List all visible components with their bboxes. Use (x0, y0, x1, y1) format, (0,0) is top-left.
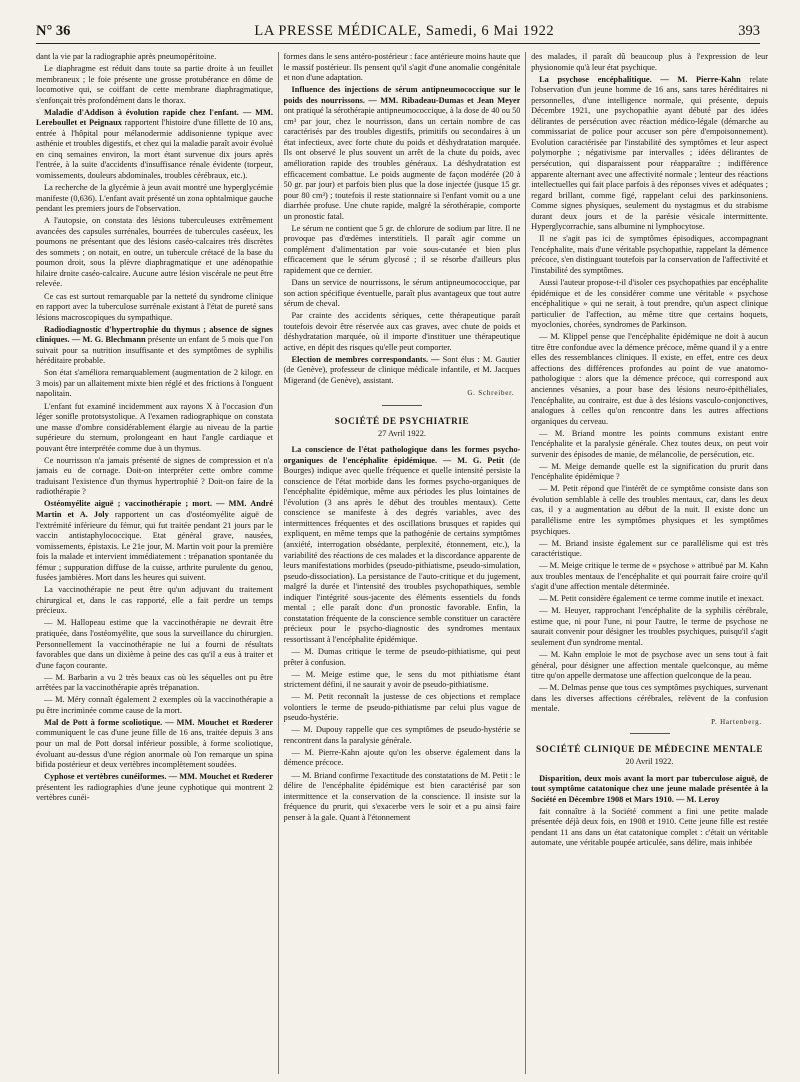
section-title: SOCIÉTÉ DE PSYCHIATRIE (334, 416, 470, 426)
article-heading: Influence des injections de sérum antipneumococcique sur le poids des nourrissons. — MM. Ribadeau-Dumas et Jean Meyer (283, 85, 521, 105)
divider (382, 405, 422, 406)
column-1 (36, 52, 273, 1074)
paragraph: Maladie d'Addison à évolution rapide chez l'enfant. — MM. Lereboullet et Peignaux rapportent l'histoire d'une fillette de 10 ans, entrée à l'hôpital pour mélanodermie addisonienne typique avec asthénie et troubles digestifs, et chez qui la maladie paraît avoir évolué en cinq semaines environ, la mort étant survenue dix jours après l'entrée, à la suite d'accidents d'insuffisance rénale évidente (torpeur, vomissements, douleurs abdominales, troubles cérébraux, etc.). (36, 107, 273, 181)
paragraph: Election de membres correspondants. — Sont élus : M. Gautier (de Genève), professeur de clinique médicale infantile, et M. Jacques Migerand (de Genève), assistant. (283, 354, 521, 385)
article-heading: La conscience de l'état pathologique dans les formes psycho-organiques de l'encéphalite épidémique. — M. G. Petit (283, 445, 521, 465)
article-heading: Mal de Pott à forme scoliotique. — MM. Mouchet et Rœderer (44, 717, 273, 727)
paragraph: — M. Meige demande quelle est la signification du prurit dans l'encéphalite épidémique ? (531, 461, 768, 482)
paragraph: Son état s'améliora remarquablement (augmentation de 2 kilogr. en 3 mois) par un allaitement mixte bien réglé et des frictions à l'onguent napolitain. (36, 368, 273, 399)
paragraph: fait connaître à la Société comment a fini une petite malade présentée déjà deux fois, en 1908 et 1910. Cette jeune fille est restée pendant 11 ans dans un état catatonique complet : c'était un véritable automate, une véritable poupée articulée, sans délire, mais inhibée (531, 806, 768, 848)
article-heading: La psychose encéphalitique. — M. Pierre-Kahn (539, 74, 741, 84)
paragraph: — M. Petit reconnaît la justesse de ces objections et remplace volontiers le terme de pseudo-pithiatisme par celui plus vague de pseudo-hystérie. (283, 692, 521, 723)
paragraph: — M. Briand insiste également sur ce parallélisme qui est très caractéristique. (531, 538, 768, 559)
paragraph: — M. Dumas critique le terme de pseudo-pithiatisme, qui peut prêter à confusion. (283, 646, 521, 667)
section-title: SOCIÉTÉ CLINIQUE DE MÉDECINE MENTALE (535, 744, 764, 755)
article-heading: Cyphose et vertèbres cunéiformes. — MM. Mouchet et Rœderer (44, 772, 273, 782)
column-rule (273, 52, 284, 1074)
paragraph: — M. Petit considère également ce terme comme inutile et inexact. (539, 594, 764, 604)
paragraph: Mal de Pott à forme scoliotique. — MM. Mouchet et Rœderer communiquent le cas d'une jeune fille de 16 ans, traitée depuis 3 ans pour un mal de Pott dorsal inférieur possible, à forme scoliotique, évoluant au-dessus d'une région anormale où l'on remarque un spina bifida postérieur et deux vertèbres incomplètement soudées. (36, 717, 273, 770)
article-heading: Election de membres correspondants. — (291, 354, 440, 364)
paragraph: — M. Barbarin a vu 2 très beaux cas où les séquelles ont pu être arrêtées par la vaccinothérapie après trépanation. (36, 672, 273, 693)
paragraph: — M. Klippel pense que l'encéphalite épidémique ne doit à aucun titre être confondue avec la démence précoce, même quand il y a entre elles des ressemblances cliniques. Il existe, en effet, entre ces deux affections des différences profondes au point de vue anatomo-pathologique : alors que la démence précoce, qui correspond aux anciennes vésanies, a pour base des lésions neuro-épithéliales, l'encéphalite, au contraire, est due à des lésions vasculo-conjonctives, analogues à celles qu'on rencontre dans les autres affections organiques du cerveau. (531, 332, 768, 426)
paragraph: Le sérum ne contient que 5 gr. de chlorure de sodium par litre. Il ne provoque pas d'œdèmes interstitiels. Il paraît agir comme un complément d'alimentation par voie sous-cutanée et bien plus efficacement que le sérum glycosé ; il se résorbe d'ailleurs plus rapidement que ce dernier. (283, 223, 521, 275)
paragraph: — M. Pierre-Kahn ajoute qu'on les observe également dans la démence précoce. (283, 747, 521, 768)
article-heading: Maladie d'Addison à évolution rapide chez l'enfant. — MM. Lereboullet et Peignaux (36, 107, 273, 128)
paragraph: formes dans le sens antéro-postérieur : face antérieure moins haute que le massif postérieur. Ils pensent qu'il s'agit d'une anomalie congénitale et non d'une adaptation. (283, 52, 521, 83)
paragraph: — M. Heuyer, rapprochant l'encéphalite de la syphilis cérébrale, estime que, ni pour l'une, ni pour l'autre, le terme de psychose ne saurait convenir pour désigner les troubles psychiques, puisqu'il s'agit seulement d'un syndrome mental. (531, 606, 768, 648)
paragraph: — M. Meige critique le terme de « psychose » attribué par M. Kahn aux troubles mentaux de l'encéphalite et qui pourrait faire croire qu'il s'agit d'une affection mentale déterminée. (531, 561, 768, 592)
paragraph: Ce cas est surtout remarquable par la netteté du syndrome clinique en rapport avec la tuberculose surrénale existant à l'état de pureté sans lésions macroscopiques du sympathique. (36, 291, 273, 322)
paragraph: Il ne s'agit pas ici de symptômes épisodiques, accompagnant l'encéphalite, mais d'une véritable psychopathie, rappelant la démence précoce, s'en distinguant toutefois par la conservation de l'affectivité et l'instabilité des symptômes. (531, 234, 768, 275)
paragraph: Cyphose et vertèbres cunéiformes. — MM. Mouchet et Rœderer présentent les radiographies d'une jeune cyphotique qui montrent 2 vertèbres cunéi- (36, 772, 273, 803)
column-2 (284, 52, 521, 1074)
paragraph: — M. Meige estime que, le sens du mot pithiatisme étant strictement défini, il ne saurait y avoir de pseudo-pithiatisme. (283, 669, 521, 690)
paragraph: Aussi l'auteur propose-t-il d'isoler ces psychopathies par encéphalite épidémique et de les considérer comme une véritable « psychose encéphalitique » qui ne serait, à tout prendre, qu'un aspect clinique particulier de l'affection, au même titre que certains hoquets, myoclonies, chorées, syndromes de Parkinson. (531, 277, 768, 330)
paragraph: Influence des injections de sérum antipneumococcique sur le poids des nourrissons. — MM. Ribadeau-Dumas et Jean Meyer ont pratiqué la sérothérapie antipneumococcique, à la dose de 40 ou 50 cm³ par jour, chez le nourrisson, dans un certain nombre de cas caractérisés par des troubles digestifs, primitifs ou secondaires à un état infectieux, avec forte chute du poids et déshydratation marquée. Ils ont observé le plus souvent un arrêt de la chute du poids, avec amélioration rapide des troubles généraux. La déshydratation est efficacement combattue. Le poids augmente de façon modérée (20 à 50 gr. par jour) et parfois bien plus que la dose injectée (jusque 15 gr. pour 80 cm³) ; toutefois il reste stationnaire si l'enfant vomit ou a une diarrhée profuse. Une chute rapide, malgré la sérothérapie, comporte un pronostic fatal. (283, 85, 521, 221)
article-columns (36, 52, 768, 1074)
paragraph: Le diaphragme est réduit dans toute sa partie droite à un feuillet membraneux ; le foie présente une grosse protubérance en dôme de locomotive qui, se coiffant de cette membrane diaphragmatique, s'enfonçait très profondément dans le thorax. (36, 64, 273, 105)
journal-title: LA PRESSE MÉDICALE, Samedi, 6 Mai 1922 (254, 23, 555, 39)
paragraph: — M. Dupouy rappelle que ces symptômes de pseudo-hystérie se rencontrent dans la paralysie générale. (283, 725, 521, 745)
article-heading: Radiodiagnostic d'hypertrophie du thymus ; absence de signes cliniques. — M. G. Blechmann (36, 324, 273, 345)
signature: G. Schreiber. (467, 389, 515, 398)
paragraph: — M. Petit répond que l'intérêt de ce symptôme consiste dans son évolution semblable à celle des troubles mentaux, car, dans les deux cas, il y a augmentation au début de la nuit. Il existe donc un parallélisme entre les symptômes physiques et les symptômes psychiques. (531, 484, 768, 536)
page-header (36, 22, 760, 44)
paragraph: des malades, il paraît dû beaucoup plus à l'expression de leur physionomie qu'à leur état psychique. (531, 52, 768, 72)
section-date: 20 Avril 1922. (625, 756, 674, 766)
paragraph: dant la vie par la radiographie après pneumopéritoine. (36, 52, 217, 61)
paragraph: Dans un service de nourrissons, le sérum antipneumococcique, par son action spécifique éventuelle, paraît plus avantageux que tout autre sérum de cheval. (283, 277, 521, 309)
paragraph: — M. Delmas pense que tous ces symptômes psychiques, survenant dans les diverses affections cérébrales, relèvent de la confusion mentale. (531, 683, 768, 714)
signature: P. Hartenberg. (711, 717, 762, 726)
column-3 (531, 52, 768, 1074)
paragraph: — M. Briand confirme l'exactitude des constatations de M. Petit : le délire de l'encéphalite épidémique est bien caractérisé par son intermittence et la conservation de la conscience. Il insiste sur la fréquence du prurit, qui s'exacerbe vers le soir et a pu ainsi faire penser à la gale. Quant à l'étonnement (283, 770, 521, 822)
paragraph: Ostéomyélite aiguë ; vaccinothérapie ; mort. — MM. André Martin et A. Joly rapportent un cas d'ostéomyélite aiguë de l'extrémité inférieure du fémur, qui fut traitée pendant 21 jours par le vaccin antistaphylococcique. Etat général grave, nausées, vomissements, épistaxis. Le 21e jour, M. Martin voit pour la première fois la malade et intervient immédiatement : trépanation spontanée du fémur ; suppuration diffuse de la cuisse, arthrite purulente du genou, fusées jambières. Mort dans les heures qui suivent. (36, 499, 273, 583)
paragraph: — M. Hallopeau estime que la vaccinothérapie ne devrait être pratiquée, dans l'ostéomyélite, que sous la surveillance du chirurgien. Personnellement la vaccinothérapie ne lui a fourni de résultats favorables que dans un dixième à peine des cas qu'il a eus à traiter et d'une façon courante. (36, 618, 273, 670)
article-heading: Ostéomyélite aiguë ; vaccinothérapie ; mort. — MM. André Martin et A. Joly (36, 499, 273, 519)
paragraph: A l'autopsie, on constata des lésions tuberculeuses extrêmement avancées des capsules surrénales, bourrées de tubercules caséeux, les poumons ne présentant que des lésions caséo-calcaires très discrètes des sommets ; on notait, en outre, un tubercule crétacé de la base du poumon droit, sous la plèvre diaphragmatique et une adénopathie hilaire droite caséo-calcaire. Aucune autre lésion viscérale ne peut être relevée. (36, 216, 273, 289)
paragraph: La recherche de la glycémie à jeun avait montré une hyperglycémie manifeste (0,636). L'enfant avait présenté un zona ophtalmique gauche pendant les premiers jours de l'observation. (36, 183, 273, 214)
article-heading: Disparition, deux mois avant la mort par tuberculose aiguë, de tout symptôme catatonique chez une jeune malade présentée à la Société en Décembre 1908 et Mars 1910. — M. Leroy (531, 773, 768, 804)
paragraph: Radiodiagnostic d'hypertrophie du thymus ; absence de signes cliniques. — M. G. Blechmann présente un enfant de 5 mois que l'on suivait pour sa nutrition insuffisante et des symptômes de syphilis héréditaire probable. (36, 324, 273, 366)
paragraph: L'enfant fut examiné incidemment aux rayons X à l'occasion d'un léger sonifle prototsystolique. A l'examen radiographique on constata une masse d'ombre considérablement élargie au niveau de la partie supérieure du sternum, prolongeant en haut l'angle cardiaque et pouvant être interprétée comme due à un thymus. (36, 401, 273, 453)
paragraph: Par crainte des accidents sériques, cette thérapeutique paraît toutefois devoir être réservée aux cas graves, avec chute de poids et déshydratation marquée, où il importe d'instituer une thérapeutique active, en dépit des risques qu'elle peut comporter. (283, 311, 521, 352)
paragraph: La conscience de l'état pathologique dans les formes psycho-organiques de l'encéphalite épidémique. — M. G. Petit (de Bourges) indique avec quelle fréquence et quelle intensité persiste la conscience de l'état morbide dans les formes psycho-organiques de l'encéphalite épidémique, même aux périodes les plus lointaines de l'évolution (3 ans après le début des troubles mentaux). Cette conscience se manifeste à des degrés variables, avec des intermittences fréquentes et des oscillations brusques et rapides qui expliquent, en même temps que la pathogénie de certains symptômes (anxiété, interrogation obsédante, perplexité, étonnement, etc.), la variabilité des réactions de ces malades et la discordance apparente de leurs manifestations morbides (pseudo-pithiatisme, pseudo-simulation, pseudo-dissociation). La persistance de l'auto-critique et du jugement, malgré la durée et l'intensité des troubles psychopathiques, semble indiquer l'intégrité sous-jacente des éléments essentiels du fonds mental ; elle paraît donc d'un pronostic favorable. Enfin, la constatation fréquente de la conscience semble constituer un caractère précieux pour le psycho-diagnostic des syndromes mentaux ressortissant à l'encéphalite épidémique. (283, 445, 521, 644)
paragraph: Ce nourrisson n'a jamais présenté de signes de compression et n'a jamais eu de cornage. Doit-on interpréter cette ombre comme traduisant l'existence d'un thymus hypertrophié ? Doit-on faire de la radiothérapie ? (36, 455, 273, 497)
paragraph: — M. Briand montre les points communs existant entre l'encéphalite et la paralysie générale. Chez toutes deux, on peut voir survenir des épisodes de manie, de mélancolie, de persécution, etc. (531, 428, 768, 459)
folio: 393 (738, 23, 760, 39)
column-rule (520, 52, 531, 1074)
page-number: N° 36 (36, 23, 71, 39)
paragraph: — M. Méry connaît également 2 exemples où la vaccinothérapie a pu être incriminée comme cause de la mort. (36, 695, 273, 715)
section-date: 27 Avril 1922. (378, 428, 426, 438)
paragraph: — M. Kahn emploie le mot de psychose avec un sens tout à fait général, pour désigner une affection mentale quelconque, au même titre qu'on appelle dermatose une affection quelconque de la peau. (531, 650, 768, 681)
paragraph: La psychose encéphalitique. — M. Pierre-Kahn relate l'observation d'un jeune homme de 16 ans, sans tares héréditaires ni personnelles, d'une intelligence normale, qui présente, depuis Décembre 1921, une psychopathie ayant débuté par des idées délirantes de persécution avec réaction médico-légale (démarche au commissariat de police pour accuser son père d'empoisonnement). Evolution caractérisée par l'instabilité des symptômes et leur aspect polymorphe ; négativisme par intervalles ; idées délirantes de persécution, qui disparaissent pour réapparaître ; indifférence apparente alternant avec une affectivité normale ; lenteur des réactions intellectuelles qui fait place parfois à des réponses vives et adéquates ; regard brillant, comme figé, rappelant celui des parkinsoniens. Comme signes physiques, seulement du nystagmus et du strabisme durant deux jours et de la parésie vésicale intermittente. Hyperglycorrachie, sans albumine ni lymphocytose. (531, 74, 768, 232)
divider (630, 733, 670, 734)
paragraph: La vaccinothérapie ne peut être qu'un adjuvant du traitement chirurgical et, dans le cas rapporté, elle a fait perdre un temps précieux. (36, 585, 273, 616)
